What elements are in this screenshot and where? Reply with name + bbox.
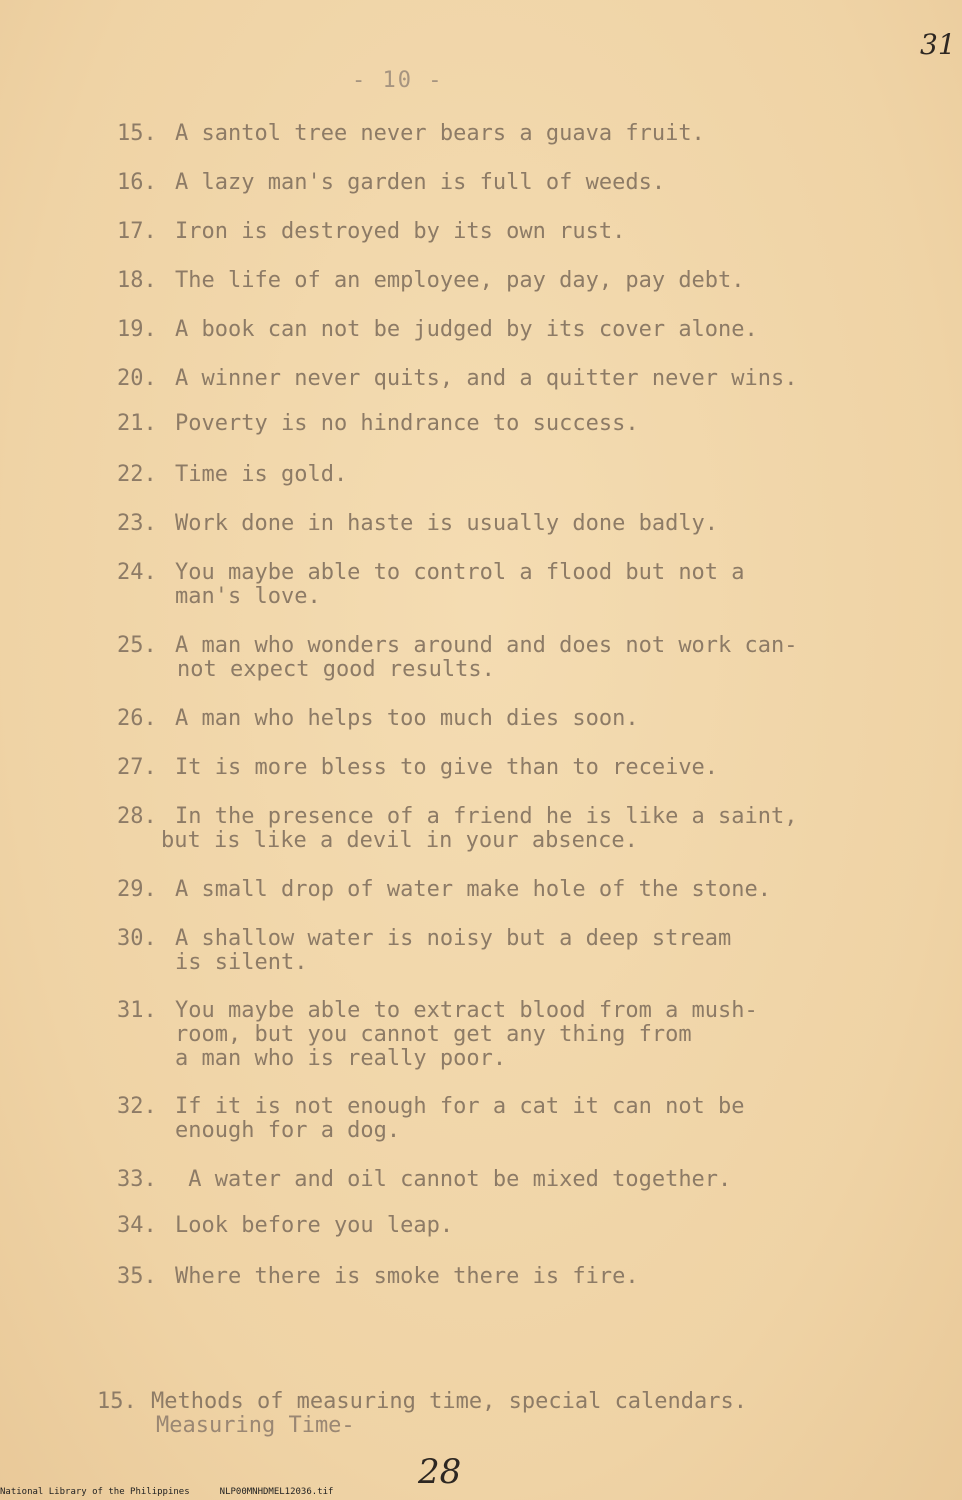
proverb-item <box>117 1265 639 1289</box>
proverb-text: In the presence of a friend he is like a saint, <box>175 804 798 829</box>
proverb-text-continued: is silent. <box>175 950 308 975</box>
proverb-number: 29. <box>117 877 157 902</box>
proverb-number: 18. <box>117 268 157 293</box>
proverb-number: 23. <box>117 511 157 536</box>
section-number: 15. <box>96 1389 137 1414</box>
proverb-text: A lazy man's garden is full of weeds. <box>175 170 666 195</box>
proverb-number: 21. <box>117 411 157 436</box>
proverb-item <box>117 1095 745 1143</box>
proverb-item <box>117 927 731 975</box>
archive-footer <box>0 1487 333 1497</box>
proverb-item <box>117 463 347 487</box>
proverb-item <box>117 999 758 1071</box>
proverb-item <box>117 1168 731 1192</box>
proverb-text: Work done in haste is usually done badly. <box>175 511 719 536</box>
proverb-text-continued: but is like a devil in your absence. <box>161 828 638 853</box>
proverb-text: Iron is destroyed by its own rust. <box>175 219 626 244</box>
proverb-text: If it is not enough for a cat it can not be <box>175 1094 745 1119</box>
section-title: Methods of measuring time, special calendars. <box>150 1389 748 1414</box>
proverb-item <box>117 122 705 146</box>
proverb-text-continued: a man who is really poor. <box>175 1046 507 1071</box>
handwritten-page-number: 31 <box>920 28 956 61</box>
proverb-number: 20. <box>117 366 157 391</box>
proverb-item <box>117 220 625 244</box>
proverb-text: A shallow water is noisy but a deep stream <box>175 926 732 951</box>
proverb-number: 25. <box>117 633 157 658</box>
proverb-text: A santol tree never bears a guava fruit. <box>175 121 705 146</box>
proverb-text-continued: room, but you cannot get any thing from <box>175 1022 692 1047</box>
proverb-number: 22. <box>117 462 157 487</box>
proverb-text-continued: enough for a dog. <box>175 1118 401 1143</box>
proverb-number: 30. <box>117 926 157 951</box>
proverb-item <box>117 805 798 853</box>
proverb-number: 27. <box>117 755 157 780</box>
proverb-text: Look before you leap. <box>175 1213 454 1238</box>
proverb-item <box>117 512 718 536</box>
proverb-number: 24. <box>117 560 157 585</box>
proverb-text-continued: not expect good results. <box>177 657 495 682</box>
proverb-item <box>117 756 718 780</box>
proverb-text: A small drop of water make hole of the stone. <box>175 877 772 902</box>
page-header: - 10 - <box>352 68 444 93</box>
proverb-item <box>117 269 745 293</box>
section-heading <box>44 1364 747 1439</box>
proverb-text: Poverty is no hindrance to success. <box>175 411 639 436</box>
proverb-text-continued: man's love. <box>175 584 321 609</box>
proverb-number: 35. <box>117 1264 157 1289</box>
proverb-number: 31. <box>117 998 157 1023</box>
proverb-item <box>117 171 665 195</box>
proverb-number: 19. <box>117 317 157 342</box>
library-name: National Library of the Philippines <box>0 1487 190 1497</box>
proverb-text: A man who helps too much dies soon. <box>175 706 639 731</box>
proverb-item <box>117 878 771 902</box>
proverb-text: It is more bless to give than to receive. <box>175 755 719 780</box>
proverb-item <box>117 412 639 436</box>
proverb-item <box>117 634 798 682</box>
proverb-number: 26. <box>117 706 157 731</box>
proverb-item <box>117 318 758 342</box>
proverb-text: You maybe able to control a flood but not a <box>175 560 745 585</box>
proverb-number: 28. <box>117 804 157 829</box>
proverb-text: The life of an employee, pay day, pay debt. <box>175 268 745 293</box>
proverb-number: 33. <box>117 1167 157 1192</box>
handwritten-folio-number: 28 <box>418 1452 462 1492</box>
proverb-text: A winner never quits, and a quitter never wins. <box>175 366 798 391</box>
proverb-number: 17. <box>117 219 157 244</box>
proverb-number: 32. <box>117 1094 157 1119</box>
proverb-text: A water and oil cannot be mixed together. <box>175 1167 732 1192</box>
proverb-text: Where there is smoke there is fire. <box>175 1264 639 1289</box>
proverb-item <box>117 367 798 391</box>
proverb-text: Time is gold. <box>175 462 348 487</box>
proverb-item <box>117 561 745 609</box>
proverb-text: You maybe able to extract blood from a mush- <box>175 998 758 1023</box>
proverb-number: 16. <box>117 170 157 195</box>
proverb-number: 15. <box>117 121 157 146</box>
proverb-text: A book can not be judged by its cover alone. <box>175 317 758 342</box>
proverb-number: 34. <box>117 1213 157 1238</box>
proverb-item <box>117 1214 453 1238</box>
proverb-item <box>117 707 639 731</box>
proverb-text: A man who wonders around and does not work can- <box>175 633 798 658</box>
file-name: NLP00MNHDMEL12036.tif <box>219 1487 334 1497</box>
subheading: Measuring Time- <box>156 1413 355 1438</box>
